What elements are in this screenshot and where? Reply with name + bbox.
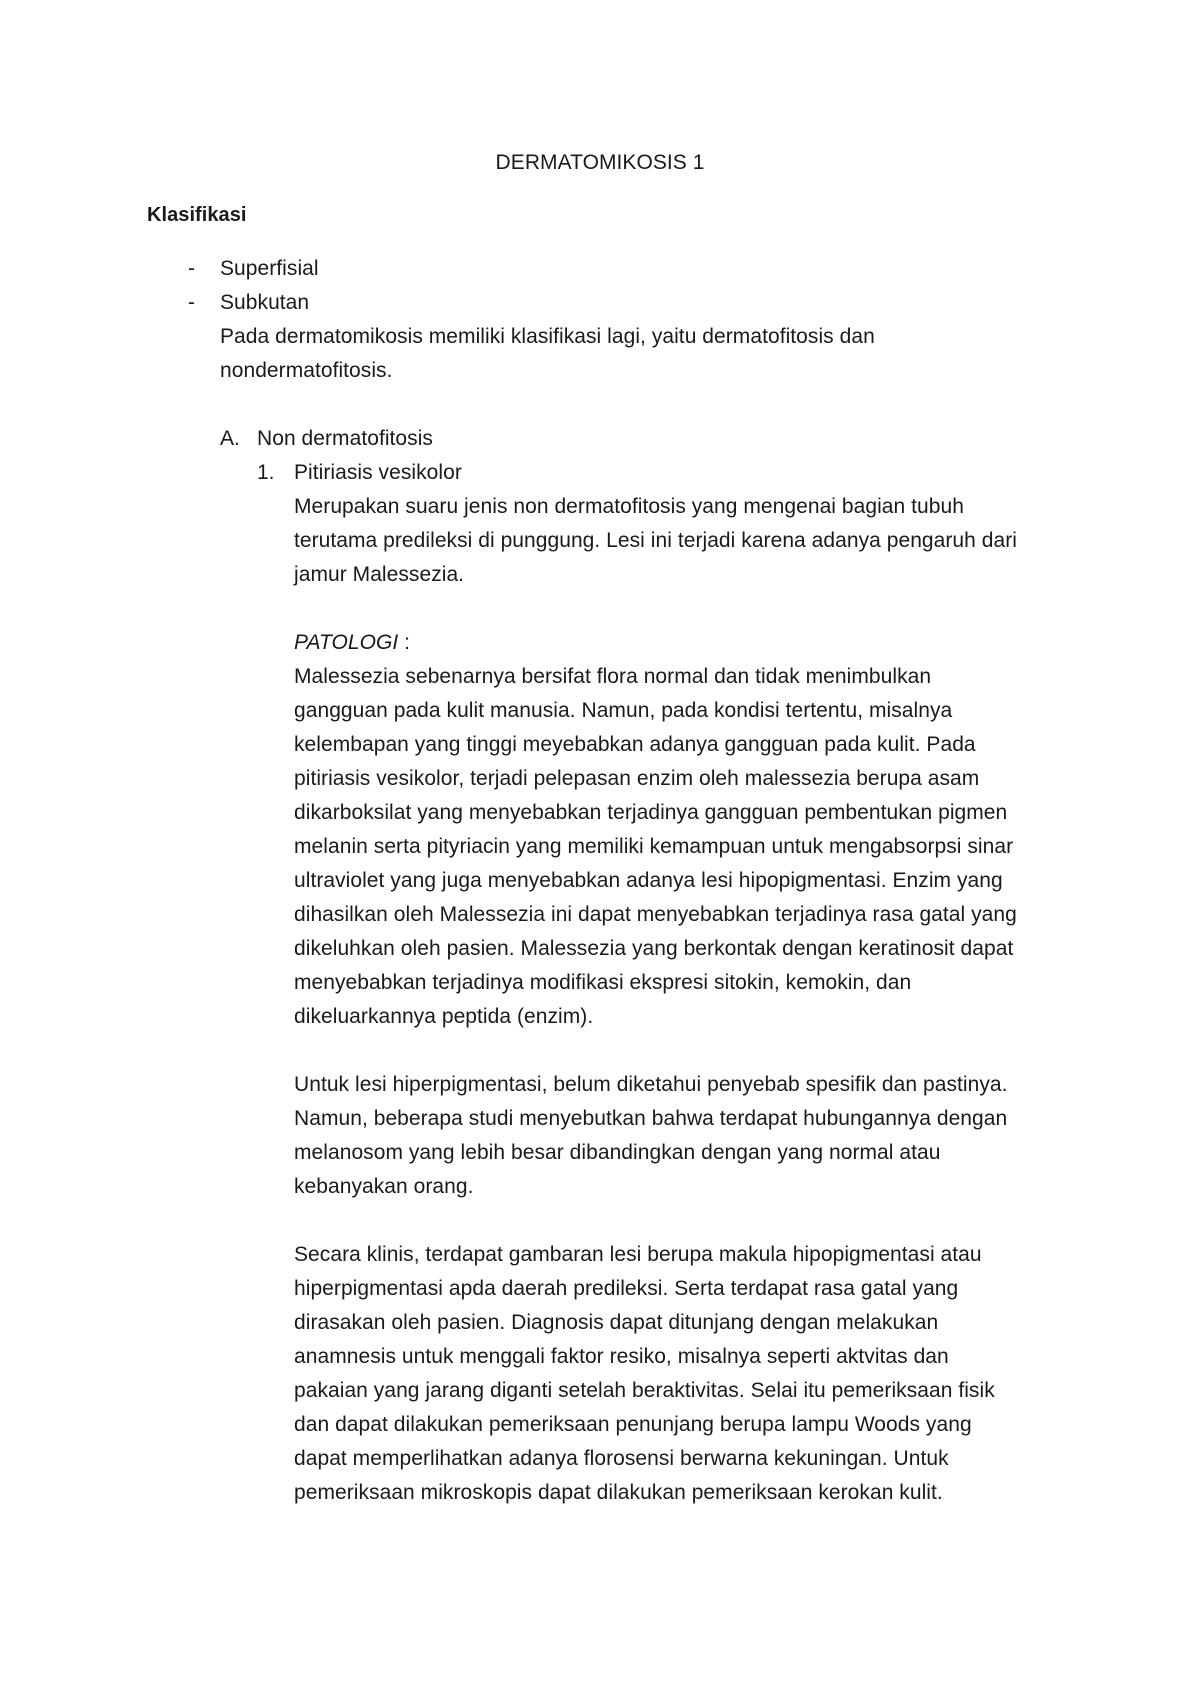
patologi-label: PATOLOGI <box>294 631 399 654</box>
list-marker-a: A. <box>220 427 240 450</box>
document-title: DERMATOMIKOSIS 1 <box>495 151 705 174</box>
klinis-line: dapat memperlihatkan adanya florosensi berwarna kekuningan. Untuk <box>294 1447 949 1470</box>
section-heading-klasifikasi: Klasifikasi <box>147 204 247 226</box>
patologi-line: ultraviolet yang juga menyebabkan adanya lesi hipopigmentasi. Enzim yang <box>294 869 1003 892</box>
patologi-line: dikeluhkan oleh pasien. Malessezia yang berkontak dengan keratinosit dapat <box>294 937 1014 960</box>
hiperpigmentasi-line: melanosom yang lebih besar dibandingkan dengan yang normal atau <box>294 1141 941 1164</box>
hiperpigmentasi-line: Namun, beberapa studi menyebutkan bahwa terdapat hubungannya dengan <box>294 1107 1008 1130</box>
patologi-line: dihasilkan oleh Malessezia ini dapat menyebabkan terjadinya rasa gatal yang <box>294 903 1017 926</box>
item-1-title: Pitiriasis vesikolor <box>294 461 462 484</box>
klinis-line: pemeriksaan mikroskopis dapat dilakukan pemeriksaan kerokan kulit. <box>294 1481 943 1504</box>
item-1-description-line: Merupakan suaru jenis non dermatofitosis yang mengenai bagian tubuh <box>294 495 964 518</box>
bullet-superfisial: Superfisial <box>220 257 319 280</box>
patologi-line: kelembapan yang tinggi meyebabkan adanya gangguan pada kulit. Pada <box>294 733 976 756</box>
patologi-label-suffix: : <box>398 631 411 654</box>
patologi-line: Malessezia sebenarnya bersifat flora normal dan tidak menimbulkan <box>294 665 932 688</box>
item-1-description-line: jamur Malessezia. <box>294 563 465 586</box>
patologi-line: pitiriasis vesikolor, terjadi pelepasan enzim oleh malessezia berupa asam <box>294 767 980 790</box>
hiperpigmentasi-line: kebanyakan orang. <box>294 1175 474 1198</box>
hiperpigmentasi-line: Untuk lesi hiperpigmentasi, belum diketahui penyebab spesifik dan pastinya. <box>294 1073 1008 1096</box>
klinis-line: Secara klinis, terdapat gambaran lesi berupa makula hipopigmentasi atau <box>294 1243 982 1266</box>
section-a-title: Non dermatofitosis <box>257 427 433 450</box>
patologi-line: dikeluarkannya peptida (enzim). <box>294 1005 594 1028</box>
klinis-line: anamnesis untuk menggali faktor resiko, misalnya seperti aktvitas dan <box>294 1345 949 1368</box>
klinis-line: pakaian yang jarang diganti setelah beraktivitas. Selai itu pemeriksaan fisik <box>294 1379 995 1402</box>
item-1-description-line: terutama predileksi di punggung. Lesi ini terjadi karena adanya pengaruh dari <box>294 529 1017 552</box>
note-line: Pada dermatomikosis memiliki klasifikasi lagi, yaitu dermatofitosis dan <box>220 325 875 348</box>
patologi-line: dikarboksilat yang menyebabkan terjadinya gangguan pembentukan pigmen <box>294 801 1008 824</box>
patologi-line: melanin serta pityriacin yang memiliki kemampuan untuk mengabsorpsi sinar <box>294 835 1014 858</box>
patologi-line: gangguan pada kulit manusia. Namun, pada kondisi tertentu, misalnya <box>294 699 953 722</box>
bullet-subkutan: Subkutan <box>220 291 310 314</box>
note-line: nondermatofitosis. <box>220 359 393 382</box>
klinis-line: hiperpigmentasi apda daerah predileksi. Serta terdapat rasa gatal yang <box>294 1277 959 1300</box>
klinis-line: dirasakan oleh pasien. Diagnosis dapat ditunjang dengan melakukan <box>294 1311 939 1334</box>
list-marker-1: 1. <box>257 461 275 484</box>
bullet-marker: - <box>188 291 195 314</box>
patologi-line: menyebabkan terjadinya modifikasi ekspresi sitokin, kemokin, dan <box>294 971 912 994</box>
bullet-marker: - <box>188 257 195 280</box>
patologi-heading <box>294 626 410 660</box>
klinis-line: dan dapat dilakukan pemeriksaan penunjang berupa lampu Woods yang <box>294 1413 972 1436</box>
